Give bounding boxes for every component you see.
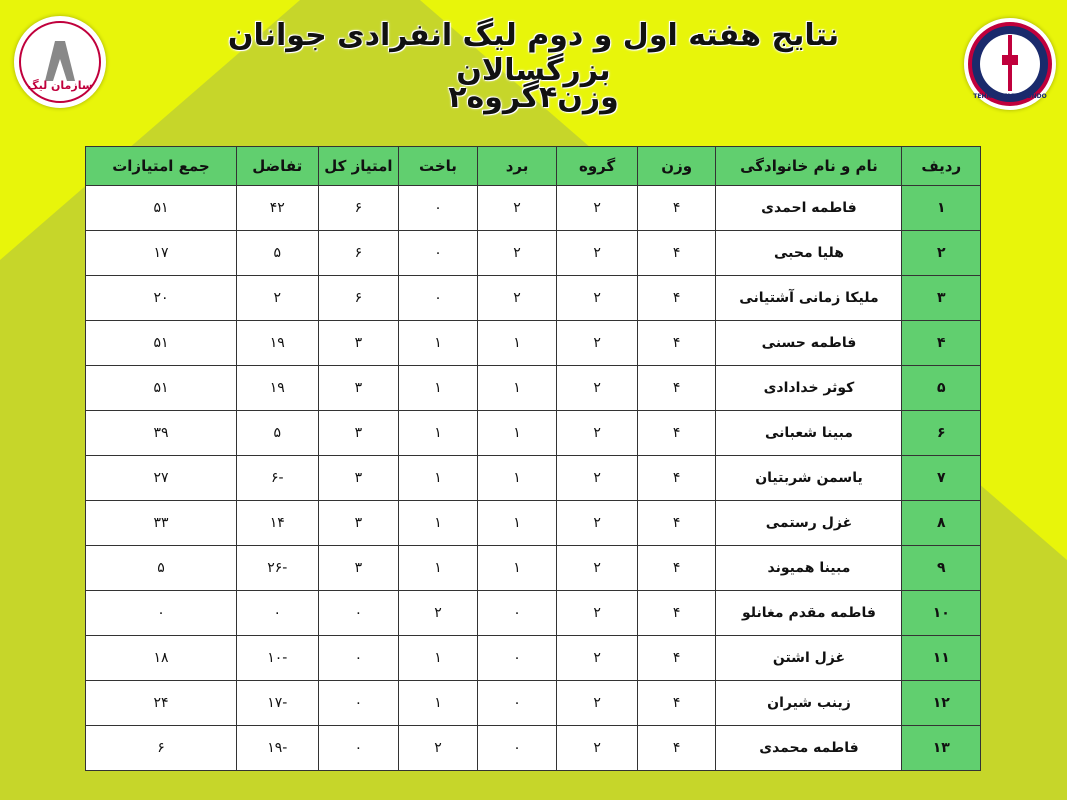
table-cell: ۱ (399, 366, 478, 411)
athlete-name-cell: زینب شیران (716, 681, 902, 726)
table-body (86, 186, 981, 771)
rank-cell: ۵ (902, 366, 981, 411)
athlete-name-cell: هلیا محبی (716, 231, 902, 276)
table-cell: -۶ (236, 456, 318, 501)
table-cell: ۴ (637, 231, 716, 276)
league-organization-logo (14, 16, 106, 108)
table-cell: ۰ (477, 726, 557, 771)
table-cell: ۲۰ (86, 276, 237, 321)
table-cell: ۱۴ (236, 501, 318, 546)
table-cell: ۲ (557, 276, 638, 321)
table-cell: ۰ (399, 276, 478, 321)
rank-cell: ۷ (902, 456, 981, 501)
table-cell: ۱ (477, 366, 557, 411)
table-cell: ۱ (477, 411, 557, 456)
athlete-name-cell: فاطمه مقدم مغانلو (716, 591, 902, 636)
table-cell: ۰ (318, 681, 399, 726)
table-cell: ۲ (557, 591, 638, 636)
table-row (86, 411, 981, 456)
table-cell: ۰ (86, 591, 237, 636)
table-cell: ۳۳ (86, 501, 237, 546)
table-cell: ۱ (399, 636, 478, 681)
athlete-name-cell: فاطمه حسنی (716, 321, 902, 366)
table-cell: -۲۶ (236, 546, 318, 591)
table-cell: ۱۹ (236, 366, 318, 411)
table-cell: ۲ (399, 726, 478, 771)
table-cell: ۴ (637, 186, 716, 231)
table-cell: ۲ (477, 231, 557, 276)
table-cell: ۲ (557, 366, 638, 411)
table-cell: ۲ (557, 456, 638, 501)
table-row (86, 591, 981, 636)
table-cell: ۰ (477, 636, 557, 681)
table-cell: ۱۷ (86, 231, 237, 276)
table-cell: ۰ (477, 681, 557, 726)
table-cell: ۴۲ (236, 186, 318, 231)
table-row (86, 681, 981, 726)
table-cell: ۴ (637, 276, 716, 321)
table-cell: ۴ (637, 321, 716, 366)
rank-cell: ۶ (902, 411, 981, 456)
table-cell: ۱ (399, 681, 478, 726)
rank-cell: ۴ (902, 321, 981, 366)
table-cell: ۰ (318, 591, 399, 636)
table-cell: ۲ (557, 681, 638, 726)
athlete-name-cell: فاطمه احمدی (716, 186, 902, 231)
table-cell: ۱۸ (86, 636, 237, 681)
athlete-name-cell: فاطمه محمدی (716, 726, 902, 771)
table-cell: ۱۹ (236, 321, 318, 366)
table-cell: ۱ (399, 411, 478, 456)
column-header: تفاضل (236, 147, 318, 186)
athlete-name-cell: مبینا همیوند (716, 546, 902, 591)
taekwondo-logo-text: TEHRAN TAEKWONDO (973, 93, 1047, 100)
table-cell: ۳ (318, 456, 399, 501)
column-header: نام و نام خانوادگی (716, 147, 902, 186)
rank-cell: ۹ (902, 546, 981, 591)
table-row (86, 231, 981, 276)
athlete-name-cell: ملیکا زمانی آشتیانی (716, 276, 902, 321)
results-table (85, 146, 981, 771)
table-cell: ۰ (399, 231, 478, 276)
table-cell: ۳ (318, 501, 399, 546)
table-cell: ۲ (477, 186, 557, 231)
table-row (86, 501, 981, 546)
table-cell: ۲ (557, 546, 638, 591)
table-row (86, 726, 981, 771)
column-header: ردیف (902, 147, 981, 186)
table-cell: ۴ (637, 546, 716, 591)
table-cell: ۲ (236, 276, 318, 321)
table-cell: ۴ (637, 681, 716, 726)
rank-cell: ۱۰ (902, 591, 981, 636)
table-cell: ۰ (236, 591, 318, 636)
table-cell: ۱ (399, 546, 478, 591)
column-header: جمع امتیازات (86, 147, 237, 186)
table-cell: ۴ (637, 456, 716, 501)
table-cell: ۲ (477, 276, 557, 321)
table-cell: ۱ (399, 456, 478, 501)
page-subtitle: وزن۴گروه۲ (448, 80, 619, 115)
table-row (86, 636, 981, 681)
table-row (86, 366, 981, 411)
table-cell: ۴ (637, 591, 716, 636)
table-cell: ۲ (557, 726, 638, 771)
table-cell: ۲ (557, 231, 638, 276)
athlete-name-cell: کوثر خدادادی (716, 366, 902, 411)
athlete-name-cell: غزل رستمی (716, 501, 902, 546)
table-header-row (86, 147, 981, 186)
table-cell: ۴ (637, 366, 716, 411)
table-cell: ۵۱ (86, 366, 237, 411)
table-cell: ۶ (318, 186, 399, 231)
table-row (86, 546, 981, 591)
table-cell: ۳ (318, 321, 399, 366)
table-cell: ۴ (637, 501, 716, 546)
table-cell: ۰ (318, 636, 399, 681)
table-cell: ۱ (477, 546, 557, 591)
table-row (86, 186, 981, 231)
table-row (86, 276, 981, 321)
table-cell: ۱ (399, 321, 478, 366)
table-cell: ۲ (557, 186, 638, 231)
table-cell: ۲ (557, 321, 638, 366)
table-cell: ۱ (399, 501, 478, 546)
rank-cell: ۳ (902, 276, 981, 321)
table-cell: ۲ (399, 591, 478, 636)
rank-cell: ۸ (902, 501, 981, 546)
table-cell: ۲۴ (86, 681, 237, 726)
athlete-name-cell: یاسمن شربتیان (716, 456, 902, 501)
table-cell: ۳ (318, 366, 399, 411)
table-row (86, 456, 981, 501)
table-cell: ۴ (637, 636, 716, 681)
azadi-tower-icon (17, 19, 103, 105)
column-header: امتیاز کل (318, 147, 399, 186)
table-cell: ۰ (399, 186, 478, 231)
table-cell: ۲ (557, 636, 638, 681)
page-title: نتایج هفته اول و دوم لیگ انفرادی جوانان بزرگسالان (227, 18, 840, 88)
table-cell: ۶ (318, 276, 399, 321)
table-cell: -۱۹ (236, 726, 318, 771)
column-header: باخت (399, 147, 478, 186)
table-cell: ۳۹ (86, 411, 237, 456)
table-cell: ۰ (477, 591, 557, 636)
column-header: وزن (637, 147, 716, 186)
table-cell: ۱ (477, 321, 557, 366)
table-cell: ۱ (477, 501, 557, 546)
table-cell: ۲ (557, 411, 638, 456)
table-cell: ۶ (86, 726, 237, 771)
rank-cell: ۱۲ (902, 681, 981, 726)
table-cell: ۲۷ (86, 456, 237, 501)
table-cell: ۱ (477, 456, 557, 501)
column-header: گروه (557, 147, 638, 186)
rank-cell: ۲ (902, 231, 981, 276)
rank-cell: ۱۳ (902, 726, 981, 771)
table-cell: ۵۱ (86, 321, 237, 366)
table-cell: ۵۱ (86, 186, 237, 231)
table-cell: ۰ (318, 726, 399, 771)
rank-cell: ۱۱ (902, 636, 981, 681)
table-cell: -۱۰ (236, 636, 318, 681)
rank-cell: ۱ (902, 186, 981, 231)
table-cell: ۳ (318, 546, 399, 591)
table-cell: -۱۷ (236, 681, 318, 726)
table-row (86, 321, 981, 366)
table-cell: ۳ (318, 411, 399, 456)
athlete-name-cell: مبینا شعبانی (716, 411, 902, 456)
table-cell: ۵ (236, 411, 318, 456)
table-cell: ۵ (86, 546, 237, 591)
table-cell: ۵ (236, 231, 318, 276)
league-logo-text: سازمان لیگ (27, 79, 93, 92)
athlete-name-cell: غزل اشتن (716, 636, 902, 681)
table-cell: ۶ (318, 231, 399, 276)
column-header: برد (477, 147, 557, 186)
table-cell: ۴ (637, 726, 716, 771)
tehran-taekwondo-logo (964, 18, 1056, 110)
table-cell: ۲ (557, 501, 638, 546)
table-cell: ۴ (637, 411, 716, 456)
